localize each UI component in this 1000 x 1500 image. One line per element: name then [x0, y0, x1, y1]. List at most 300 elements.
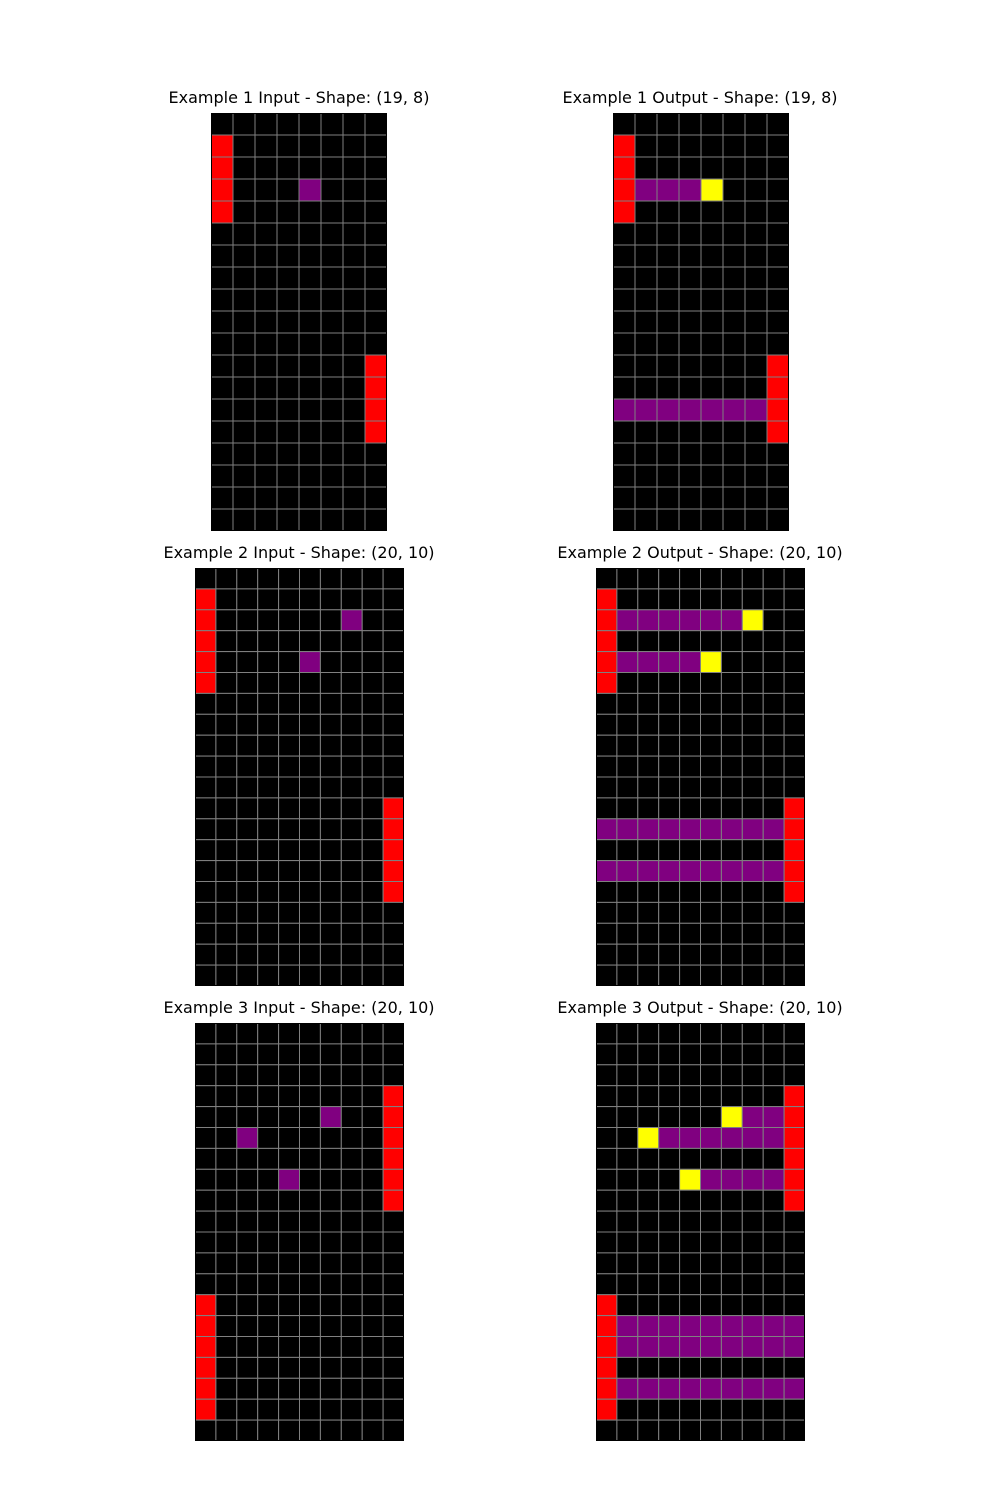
grid-cell-black [701, 355, 723, 377]
grid-cell-black [341, 1253, 362, 1274]
grid-cell-black [701, 882, 722, 903]
grid-cell-black [383, 1211, 404, 1232]
grid-cell-black [341, 756, 362, 777]
grid-cell-red [383, 1107, 404, 1128]
grid-cell-black [742, 673, 763, 694]
grid-cell-black [763, 1065, 784, 1086]
grid-cell-black [638, 1107, 659, 1128]
grid-cell-black [659, 693, 680, 714]
grid-cell-purple [638, 861, 659, 882]
grid-cell-black [638, 1190, 659, 1211]
grid-cell-purple [742, 1337, 763, 1358]
grid-cell-black [679, 223, 701, 245]
grid-cell-black [216, 1337, 237, 1358]
grid-cell-purple [680, 1316, 701, 1337]
grid-cell-black [362, 673, 383, 694]
grid-cell-black [701, 568, 722, 589]
grid-cell-black [638, 1253, 659, 1274]
grid-cell-black [277, 289, 299, 311]
grid-cell-black [341, 1337, 362, 1358]
grid-cell-black [341, 777, 362, 798]
grid-cell-black [258, 568, 279, 589]
grid-cell-red [195, 631, 216, 652]
grid-cell-purple [721, 819, 742, 840]
grid-cell-purple [237, 1128, 258, 1149]
grid-cell-black [299, 113, 321, 135]
grid-cell-black [635, 487, 657, 509]
grid-cell-black [635, 157, 657, 179]
grid-cell-black [617, 1420, 638, 1441]
grid-cell-black [767, 509, 789, 531]
grid-cell-purple [763, 1316, 784, 1337]
grid-cell-red [365, 377, 387, 399]
grid-cell-black [383, 1316, 404, 1337]
grid-cell-black [721, 756, 742, 777]
grid-cell-red [596, 673, 617, 694]
grid-cell-purple [638, 1316, 659, 1337]
grid-cell-black [721, 1295, 742, 1316]
grid-cell-black [679, 355, 701, 377]
grid-cell-purple [745, 399, 767, 421]
grid-cell-black [383, 1044, 404, 1065]
grid-cell-black [617, 1065, 638, 1086]
grid-cell-black [299, 157, 321, 179]
grid-cell-black [300, 1232, 321, 1253]
grid-cell-black [742, 840, 763, 861]
grid-cell-black [341, 819, 362, 840]
grid-cell-black [763, 882, 784, 903]
grid-cell-purple [680, 610, 701, 631]
grid-cell-black [365, 487, 387, 509]
grid-cell-black [596, 1148, 617, 1169]
grid-cell-black [279, 819, 300, 840]
grid-cell-black [362, 1378, 383, 1399]
grid-cell-black [258, 777, 279, 798]
grid-cell-black [721, 568, 742, 589]
grid-cell-purple [701, 1316, 722, 1337]
grid-cell-black [277, 201, 299, 223]
grid-cell-black [341, 1065, 362, 1086]
grid-cell-black [211, 421, 233, 443]
grid-cell-black [723, 267, 745, 289]
grid-cell-black [613, 289, 635, 311]
grid-cell-black [383, 1274, 404, 1295]
grid-cell-black [237, 735, 258, 756]
grid-cell-black [784, 589, 805, 610]
grid-cell-red [383, 882, 404, 903]
grid-cell-black [701, 421, 723, 443]
grid-cell-black [237, 1211, 258, 1232]
grid-cell-black [255, 377, 277, 399]
grid-cell-black [680, 882, 701, 903]
grid-cell-black [195, 882, 216, 903]
grid-cell-black [784, 693, 805, 714]
grid-cell-black [233, 355, 255, 377]
grid-cell-black [383, 1253, 404, 1274]
grid-cell-black [742, 1211, 763, 1232]
grid-cell-black [255, 245, 277, 267]
grid-cell-black [362, 1274, 383, 1295]
grid-cell-black [659, 882, 680, 903]
grid-cell-black [659, 714, 680, 735]
grid-cell-black [784, 923, 805, 944]
grid-cell-purple [721, 1316, 742, 1337]
grid-cell-black [745, 355, 767, 377]
grid-cell-black [299, 487, 321, 509]
grid-cell-black [638, 1232, 659, 1253]
grid-cell-black [216, 1128, 237, 1149]
grid-cell-black [679, 487, 701, 509]
grid-cell-purple [617, 861, 638, 882]
grid-cell-black [237, 1190, 258, 1211]
grid-cell-black [383, 714, 404, 735]
grid-cell-black [635, 113, 657, 135]
grid-cell-black [216, 1211, 237, 1232]
grid-cell-black [362, 1295, 383, 1316]
grid-cell-black [701, 377, 723, 399]
grid-cell-black [211, 465, 233, 487]
grid-cell-black [613, 443, 635, 465]
grid-cell-black [701, 245, 723, 267]
grid-cell-black [279, 1148, 300, 1169]
grid-cell-black [362, 1107, 383, 1128]
grid-cell-black [680, 1086, 701, 1107]
grid-cell-black [613, 223, 635, 245]
grid-cell-black [343, 421, 365, 443]
grid-cell-purple [763, 1169, 784, 1190]
grid-cell-black [320, 568, 341, 589]
grid-cell-purple [723, 399, 745, 421]
grid-cell-black [596, 923, 617, 944]
grid-cell-black [258, 1316, 279, 1337]
grid-cell-black [638, 1399, 659, 1420]
grid-cell-black [320, 693, 341, 714]
panel-title-example-3-output: Example 3 Output - Shape: (20, 10) [557, 998, 843, 1017]
grid-cell-black [680, 1232, 701, 1253]
grid-cell-black [723, 377, 745, 399]
grid-cell-black [258, 589, 279, 610]
grid-cell-purple [784, 1337, 805, 1358]
grid-cell-black [596, 756, 617, 777]
grid-cell-black [745, 245, 767, 267]
grid-cell-purple [721, 1378, 742, 1399]
grid-cell-black [362, 861, 383, 882]
grid-cell-black [701, 1357, 722, 1378]
grid-cell-black [258, 735, 279, 756]
grid-cell-black [341, 1190, 362, 1211]
grid-cell-black [365, 509, 387, 531]
grid-cell-black [680, 1253, 701, 1274]
grid-cell-black [657, 377, 679, 399]
grid-cell-black [216, 1274, 237, 1295]
grid-cell-black [255, 289, 277, 311]
grid-cell-black [659, 923, 680, 944]
grid-cell-black [742, 965, 763, 986]
grid-cell-black [638, 1357, 659, 1378]
grid-cell-black [341, 1274, 362, 1295]
grid-cell-black [300, 714, 321, 735]
grid-cell-red [596, 610, 617, 631]
grid-cell-black [659, 902, 680, 923]
grid-cell-black [383, 1420, 404, 1441]
grid-cell-black [763, 798, 784, 819]
grid-cell-black [320, 1023, 341, 1044]
grid-cell-purple [659, 652, 680, 673]
grid-cell-black [596, 1232, 617, 1253]
grid-cell-black [237, 965, 258, 986]
grid-cell-black [721, 965, 742, 986]
grid-cell-black [784, 944, 805, 965]
grid-cell-purple [680, 1128, 701, 1149]
grid-cell-black [657, 421, 679, 443]
grid-cell-black [233, 113, 255, 135]
grid-cell-black [657, 201, 679, 223]
grid-cell-black [258, 1378, 279, 1399]
grid-cell-black [638, 902, 659, 923]
grid-cell-black [721, 673, 742, 694]
grid-cell-black [635, 443, 657, 465]
grid-cell-red [195, 673, 216, 694]
grid-cell-black [258, 944, 279, 965]
grid-cell-black [255, 179, 277, 201]
grid-cell-black [195, 1253, 216, 1274]
grid-cell-black [701, 1190, 722, 1211]
grid-cell-black [195, 840, 216, 861]
grid-cell-black [216, 1044, 237, 1065]
grid-cell-black [195, 756, 216, 777]
grid-cell-black [721, 735, 742, 756]
grid-cell-black [362, 631, 383, 652]
grid-cell-black [617, 1357, 638, 1378]
grid-cell-black [659, 735, 680, 756]
grid-cell-black [237, 1378, 258, 1399]
grid-cell-black [216, 1148, 237, 1169]
grid-cell-black [617, 631, 638, 652]
grid-cell-black [596, 714, 617, 735]
grid-cell-purple [701, 399, 723, 421]
grid-cell-black [638, 589, 659, 610]
grid-cell-black [784, 1295, 805, 1316]
grid-cell-black [277, 377, 299, 399]
grid-cell-black [362, 1253, 383, 1274]
grid-cell-black [195, 1274, 216, 1295]
grid-cell-black [300, 1065, 321, 1086]
grid-cell-black [679, 465, 701, 487]
grid-cell-black [659, 1044, 680, 1065]
grid-cell-black [343, 311, 365, 333]
grid-cell-black [195, 735, 216, 756]
grid-cell-black [596, 1086, 617, 1107]
grid-cell-black [613, 465, 635, 487]
grid-cell-black [300, 1295, 321, 1316]
grid-cell-black [721, 923, 742, 944]
grid-cell-black [300, 819, 321, 840]
grid-cell-black [742, 693, 763, 714]
grid-cell-black [617, 1232, 638, 1253]
grid-cell-black [617, 882, 638, 903]
grid-cell-black [763, 673, 784, 694]
grid-cell-black [300, 693, 321, 714]
grid-cell-black [216, 568, 237, 589]
grid-cell-black [680, 840, 701, 861]
grid-cell-black [277, 157, 299, 179]
grid-cell-black [321, 179, 343, 201]
grid-cell-black [742, 902, 763, 923]
grid-cell-black [299, 245, 321, 267]
grid-cell-purple [763, 861, 784, 882]
grid-cell-black [721, 1086, 742, 1107]
grid-cell-black [383, 610, 404, 631]
grid-cell-black [258, 840, 279, 861]
grid-cell-black [657, 487, 679, 509]
grid-cell-black [300, 1148, 321, 1169]
grid-cell-black [383, 1295, 404, 1316]
grid-cell-black [638, 714, 659, 735]
grid-cell-black [723, 509, 745, 531]
grid-cell-black [320, 1044, 341, 1065]
grid-cell-black [211, 245, 233, 267]
grid-cell-red [596, 1295, 617, 1316]
grid-cell-black [745, 201, 767, 223]
grid-cell-black [767, 223, 789, 245]
grid-cell-black [195, 1107, 216, 1128]
grid-cell-black [680, 1357, 701, 1378]
grid-cell-black [701, 223, 723, 245]
grid-cell-black [701, 1274, 722, 1295]
grid-cell-black [365, 289, 387, 311]
grid-cell-black [596, 840, 617, 861]
grid-cell-black [320, 923, 341, 944]
grid-cell-black [721, 589, 742, 610]
grid-cell-purple [701, 1337, 722, 1358]
grid-cell-black [723, 113, 745, 135]
grid-cell-black [659, 568, 680, 589]
grid-cell-black [362, 777, 383, 798]
grid-cell-black [362, 1232, 383, 1253]
grid-cell-black [613, 311, 635, 333]
grid-cell-black [341, 1295, 362, 1316]
grid-cell-black [300, 965, 321, 986]
grid-cell-black [277, 399, 299, 421]
grid-cell-black [300, 1086, 321, 1107]
grid-cell-black [701, 135, 723, 157]
grid-cell-black [343, 267, 365, 289]
grid-cell-black [596, 693, 617, 714]
grid-cell-black [763, 631, 784, 652]
grid-cell-black [320, 1190, 341, 1211]
grid-cell-black [279, 1232, 300, 1253]
grid-cell-black [680, 777, 701, 798]
grid-cell-black [701, 1295, 722, 1316]
grid-cell-black [343, 377, 365, 399]
grid-cell-black [365, 223, 387, 245]
grid-cell-black [300, 1357, 321, 1378]
grid-cell-black [613, 245, 635, 267]
grid-cell-black [742, 735, 763, 756]
grid-cell-black [233, 179, 255, 201]
grid-cell-black [362, 882, 383, 903]
grid-cell-black [233, 487, 255, 509]
grid-cell-black [742, 923, 763, 944]
grid-cell-black [300, 1107, 321, 1128]
grid-cell-black [745, 509, 767, 531]
grid-cell-black [341, 1023, 362, 1044]
grid-cell-black [195, 819, 216, 840]
grid-cell-purple [617, 819, 638, 840]
grid-cell-black [237, 1065, 258, 1086]
grid-cell-black [742, 589, 763, 610]
grid-cell-black [638, 1023, 659, 1044]
grid-cell-black [723, 311, 745, 333]
grid-cell-black [638, 631, 659, 652]
grid-cell-black [300, 902, 321, 923]
grid-cell-black [362, 610, 383, 631]
grid-cell-black [299, 465, 321, 487]
grid-cell-purple [299, 179, 321, 201]
grid-cell-black [216, 652, 237, 673]
grid-cell-black [365, 465, 387, 487]
grid-cell-black [258, 1295, 279, 1316]
grid-cell-black [721, 1211, 742, 1232]
grid-cell-black [617, 1023, 638, 1044]
grid-cell-black [763, 693, 784, 714]
grid-cell-black [195, 568, 216, 589]
grid-cell-black [216, 673, 237, 694]
grid-cell-black [320, 819, 341, 840]
grid-cell-black [657, 157, 679, 179]
grid-cell-black [300, 1399, 321, 1420]
grid-cell-black [723, 487, 745, 509]
grid-cell-black [362, 840, 383, 861]
grid-cell-black [680, 568, 701, 589]
grid-cell-black [300, 1169, 321, 1190]
grid-cell-black [617, 923, 638, 944]
grid-cell-purple [721, 1337, 742, 1358]
grid-cell-black [767, 179, 789, 201]
grid-cell-black [320, 735, 341, 756]
grid-cell-purple [763, 1128, 784, 1149]
grid-cell-black [300, 1211, 321, 1232]
grid-cell-black [723, 201, 745, 223]
grid-cell-black [617, 777, 638, 798]
grid-cell-black [255, 157, 277, 179]
grid-cell-black [341, 1148, 362, 1169]
grid-cell-black [279, 902, 300, 923]
grid-cell-black [659, 777, 680, 798]
grid-cell-black [701, 1065, 722, 1086]
grid-cell-black [300, 756, 321, 777]
grid-cell-black [255, 333, 277, 355]
grid-cell-black [216, 1232, 237, 1253]
grid-cell-black [767, 311, 789, 333]
grid-cell-black [279, 1023, 300, 1044]
grid-cell-black [362, 902, 383, 923]
grid-cell-black [763, 1148, 784, 1169]
grid-cell-black [701, 965, 722, 986]
grid-cell-black [701, 333, 723, 355]
grid-cell-black [721, 693, 742, 714]
grid-cell-black [279, 923, 300, 944]
grid-cell-purple [784, 1316, 805, 1337]
grid-cell-black [763, 923, 784, 944]
grid-cell-black [320, 1420, 341, 1441]
grid-cell-black [365, 443, 387, 465]
grid-cell-black [279, 1378, 300, 1399]
grid-cell-black [383, 923, 404, 944]
grid-cell-black [659, 798, 680, 819]
grid-cell-black [320, 861, 341, 882]
grid-cell-black [321, 487, 343, 509]
